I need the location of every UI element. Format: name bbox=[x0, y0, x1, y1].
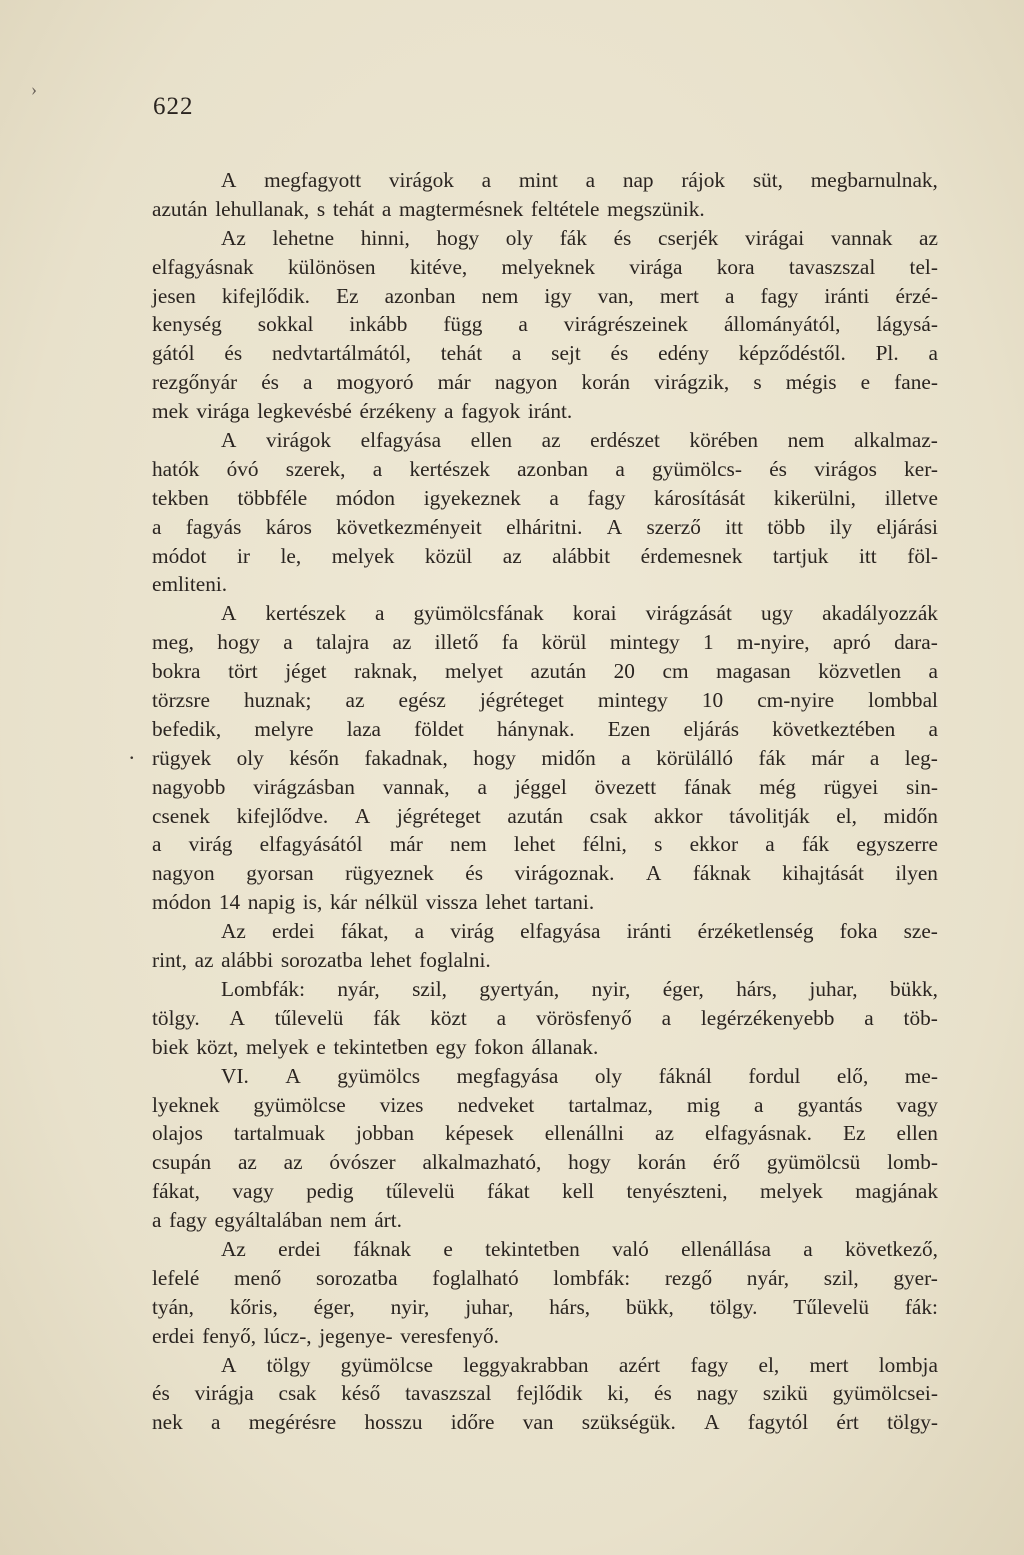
text-line: hatók óvó szerek, a kertészek azonban a gyümölcs- és virágos ker- bbox=[152, 456, 938, 481]
text-line: lefelé menő sorozatba foglalható lombfák: rezgő nyár, szil, gyer- bbox=[152, 1265, 938, 1290]
text-line: tekben többféle módon igyekeznek a fagy károsítását kikerülni, illetve bbox=[152, 485, 938, 510]
text-line: azután lehullanak, s tehát a magtermésnek feltétele megszünik. bbox=[152, 196, 705, 221]
margin-mark: . bbox=[129, 739, 135, 764]
text-line: rint, az alábbi sorozatba lehet foglalni. bbox=[152, 948, 491, 973]
text-line: a virág elfagyásától már nem lehet félni, s ekkor a fák egyszerre bbox=[152, 832, 938, 857]
text-line: meg, hogy a talajra az illető fa körül mintegy 1 m-nyire, apró dara- bbox=[152, 630, 938, 655]
text-line: Lombfák: nyár, szil, gyertyán, nyir, éger, hárs, juhar, bükk, bbox=[221, 976, 938, 1001]
text-line: törzsre huznak; az egész jégréteget mintegy 10 cm-nyire lombbal bbox=[152, 688, 938, 713]
text-line: nagyon gyorsan rügyeznek és virágoznak. A fáknak kihajtását ilyen bbox=[152, 861, 938, 886]
text-line: módon 14 napig is, kár nélkül vissza lehet tartani. bbox=[152, 890, 595, 915]
text-line: Az erdei fáknak e tekintetben való ellenállása a következő, bbox=[221, 1236, 938, 1261]
text-line: olajos tartalmuak jobban képesek ellenállni az elfagyásnak. Ez ellen bbox=[152, 1121, 938, 1146]
body-text bbox=[152, 166, 938, 1437]
text-line: a fagy egyáltalában nem árt. bbox=[152, 1208, 402, 1233]
text-line: jesen kifejlődik. Ez azonban nem igy van, mert a fagy iránti érzé- bbox=[152, 283, 938, 308]
text-line: Az erdei fákat, a virág elfagyása iránti érzéketlenség foka sze- bbox=[221, 919, 938, 944]
text-line: nek a megérésre hosszu időre van szükségük. A fagytól ért tölgy- bbox=[152, 1410, 938, 1435]
text-line: lyeknek gyümölcse vizes nedveket tartalmaz, mig a gyantás vagy bbox=[152, 1092, 938, 1117]
text-line: elfagyásnak különösen kitéve, melyeknek virága kora tavaszszal tel- bbox=[152, 254, 938, 279]
text-line: mek virága legkevésbé érzékeny a fagyok iránt. bbox=[152, 399, 573, 424]
text-line: biek közt, melyek e tekintetben egy fokon állanak. bbox=[152, 1034, 599, 1059]
text-line: A virágok elfagyása ellen az erdészet körében nem alkalmaz- bbox=[221, 428, 938, 453]
text-line: csenek kifejlődve. A jégréteget azután csak akkor távolitják el, midőn bbox=[152, 803, 938, 828]
text-line: VI. A gyümölcs megfagyása oly fáknál fordul elő, me- bbox=[221, 1063, 938, 1088]
text-line: csupán az az óvószer alkalmazható, hogy korán érő gyümölcsü lomb- bbox=[152, 1150, 938, 1175]
text-line: tölgy. A tűlevelü fák közt a vörösfenyő a legérzékenyebb a töb- bbox=[152, 1005, 938, 1030]
text-line: fákat, vagy pedig tűlevelü fákat kell tenyészteni, melyek magjának bbox=[152, 1179, 938, 1204]
text-line: tyán, kőris, éger, nyir, juhar, hárs, bükk, tölgy. Tűlevelü fák: bbox=[152, 1294, 938, 1319]
text-line: kenység sokkal inkább függ a virágrészeinek állományától, lágysá- bbox=[152, 312, 938, 337]
text-line: erdei fenyő, lúcz-, jegenye- veresfenyő. bbox=[152, 1323, 499, 1348]
text-line: A kertészek a gyümölcsfának korai virágzását ugy akadályozzák bbox=[221, 601, 938, 626]
text-line: a fagyás káros következményeit elháritni. A szerző itt több ily eljárási bbox=[152, 514, 938, 539]
text-line: emliteni. bbox=[152, 572, 228, 597]
text-line: Az lehetne hinni, hogy oly fák és cserjék virágai vannak az bbox=[221, 225, 938, 250]
text-line: rügyek oly későn fakadnak, hogy midőn a körülálló fák már a leg- bbox=[152, 745, 938, 770]
text-line: gától és nedvtartálmától, tehát a sejt és edény képződéstől. Pl. a bbox=[152, 341, 938, 366]
corner-mark: › bbox=[31, 79, 37, 99]
text-line: módot ir le, melyek közül az alábbit érdemesnek tartjuk itt föl- bbox=[152, 543, 938, 568]
text-line: befedik, melyre laza földet hánynak. Ezen eljárás következtében a bbox=[152, 716, 938, 741]
text-line: nagyobb virágzásban vannak, a jéggel övezett fának még rügyei sin- bbox=[152, 774, 938, 799]
text-line: A tölgy gyümölcse leggyakrabban azért fagy el, mert lombja bbox=[221, 1352, 938, 1377]
page-number: 622 bbox=[153, 93, 194, 120]
text-line: bokra tört jéget raknak, melyet azután 20 cm magasan közvetlen a bbox=[152, 659, 938, 684]
text-line: és virágja csak késő tavaszszal fejlődik ki, és nagy szikü gyümölcsei- bbox=[152, 1381, 938, 1406]
text-line: rezgőnyár és a mogyoró már nagyon korán virágzik, s mégis e fane- bbox=[152, 370, 938, 395]
text-line: A megfagyott virágok a mint a nap rájok süt, megbarnulnak, bbox=[221, 168, 938, 192]
